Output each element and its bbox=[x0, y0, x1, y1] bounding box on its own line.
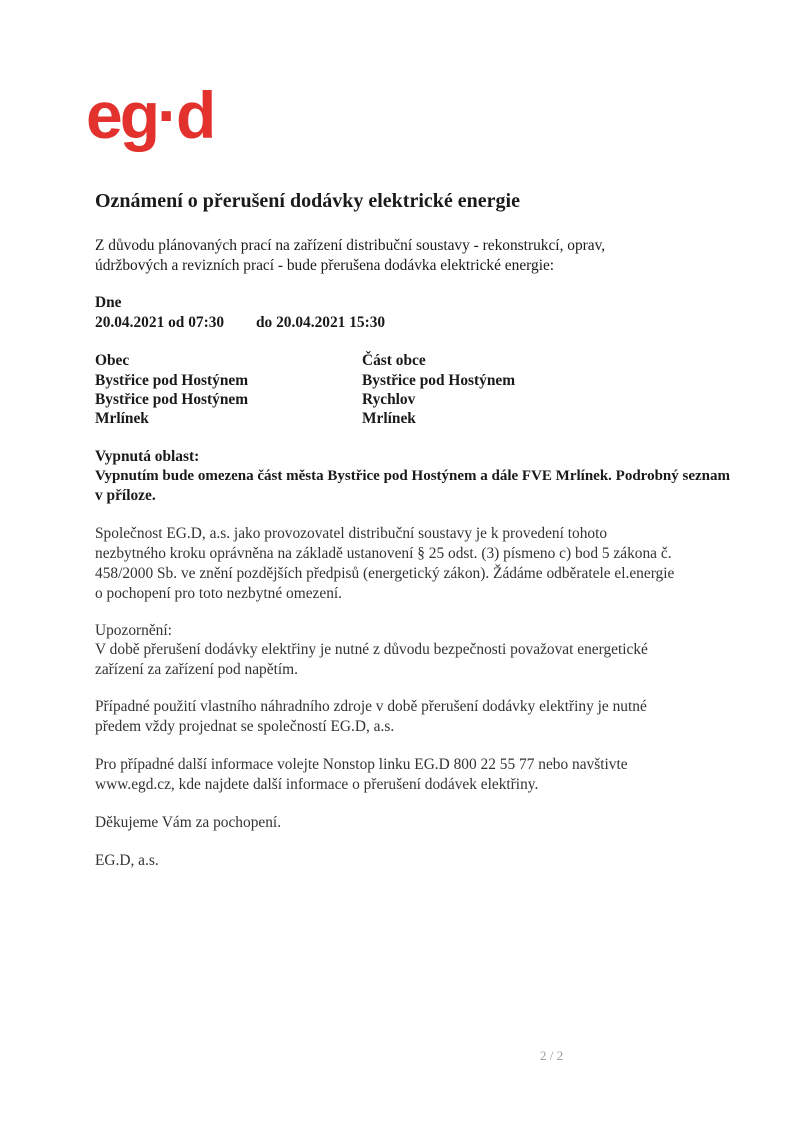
obec-cell: Bystřice pod Hostýnem bbox=[95, 372, 249, 389]
logo-dot: · bbox=[157, 78, 177, 152]
legal-line: o pochopení pro toto nezbytné omezení. bbox=[95, 585, 343, 602]
page-indicator: 2 / 2 bbox=[540, 1048, 564, 1063]
area-description: v příloze. bbox=[95, 487, 156, 504]
obec-cell: Mrlínek bbox=[95, 410, 149, 427]
warning-line: zařízení za zařízení pod napětím. bbox=[95, 661, 298, 678]
date-from: 20.04.2021 od 07:30 bbox=[95, 314, 225, 331]
logo-text-d: d bbox=[176, 78, 214, 152]
legal-line: 458/2000 Sb. ve znění pozdějších předpisů (energetický zákon). Žádáme odběratele el.energie bbox=[95, 565, 675, 582]
date-label: Dne bbox=[95, 294, 122, 311]
area-label: Vypnutá oblast: bbox=[95, 448, 200, 465]
obec-cell: Bystřice pod Hostýnem bbox=[95, 391, 249, 408]
signature: EG.D, a.s. bbox=[95, 852, 159, 869]
cast-obce-header: Část obce bbox=[362, 352, 426, 369]
cast-obce-cell: Mrlínek bbox=[362, 410, 416, 427]
obec-header: Obec bbox=[95, 352, 130, 369]
warning-line: V době přerušení dodávky elektřiny je nutné z důvodu bezpečnosti považovat energetické bbox=[95, 641, 648, 658]
backup-line: předem vždy projednat se společností EG.D, a.s. bbox=[95, 718, 395, 735]
warning-label: Upozornění: bbox=[95, 622, 172, 639]
contact-line: www.egd.cz, kde najdete další informace o přerušení dodávek elektřiny. bbox=[95, 776, 539, 793]
contact-line: Pro případné další informace volejte Nonstop linku EG.D 800 22 55 77 nebo navštivte bbox=[95, 756, 628, 773]
intro-line: Z důvodu plánovaných prací na zařízení distribuční soustavy - rekonstrukcí, oprav, bbox=[95, 237, 606, 254]
cast-obce-cell: Rychlov bbox=[362, 391, 416, 408]
logo-text-eg: eg bbox=[86, 78, 158, 152]
backup-line: Případné použití vlastního náhradního zdroje v době přerušení dodávky elektřiny je nutné bbox=[95, 698, 647, 715]
intro-line: údržbových a revizních prací - bude přerušena dodávka elektrické energie: bbox=[95, 257, 555, 274]
egd-logo bbox=[86, 78, 214, 152]
date-to: do 20.04.2021 15:30 bbox=[256, 314, 386, 331]
legal-line: Společnost EG.D, a.s. jako provozovatel distribuční soustavy je k provedení tohoto bbox=[95, 525, 608, 542]
legal-line: nezbytného kroku oprávněna na základě ustanovení § 25 odst. (3) písmeno c) bod 5 zákona č. bbox=[95, 545, 672, 562]
thanks-text: Děkujeme Vám za pochopení. bbox=[95, 814, 282, 831]
page-title: Oznámení o přerušení dodávky elektrické energie bbox=[95, 190, 520, 212]
cast-obce-cell: Bystřice pod Hostýnem bbox=[362, 372, 516, 389]
area-description: Vypnutím bude omezena část města Bystřice pod Hostýnem a dále FVE Mrlínek. Podrobný seznam bbox=[95, 468, 730, 484]
